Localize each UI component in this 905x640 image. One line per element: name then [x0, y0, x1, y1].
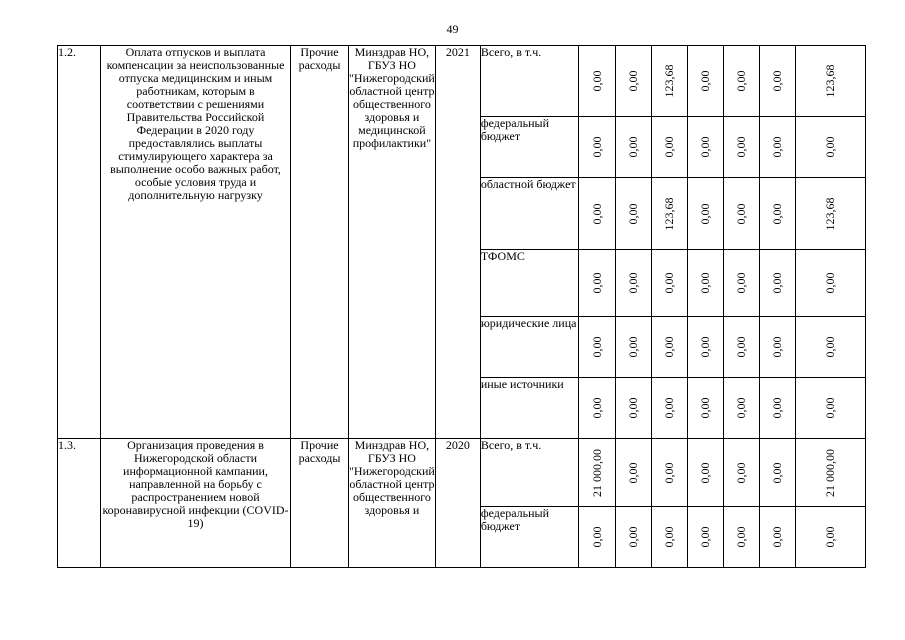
value-text: 0,00 — [626, 526, 641, 548]
page-number: 49 — [446, 22, 459, 36]
funding-source: областной бюджет — [480, 178, 578, 250]
item-description: Оплата отпусков и выплата компенсации за неиспользованные отпуска медицинским и иным работникам, которым в соответствии с решениями Правительства Российской Федерации в 2020 году предоставлялись выплаты стимулирующего характера за выполнение особо важных работ, особые условия труда и дополнительную нагрузку — [101, 46, 291, 439]
value-cell — [795, 117, 865, 178]
item-number: 1.3. — [58, 439, 101, 568]
value-text: 0,00 — [589, 70, 604, 92]
funding-source: федеральный бюджет — [480, 117, 578, 178]
value-cell — [651, 178, 687, 250]
value-cell — [651, 317, 687, 378]
value-text: 123,68 — [823, 197, 838, 230]
value-text: 0,00 — [626, 272, 641, 294]
value-text: 0,00 — [770, 336, 785, 358]
value-cell — [615, 46, 651, 117]
value-cell — [723, 317, 759, 378]
funding-source: федеральный бюджет — [480, 507, 578, 568]
value-cell — [578, 439, 615, 507]
value-text: 123,68 — [662, 197, 677, 230]
table-row — [58, 46, 866, 117]
value-text: 0,00 — [734, 336, 749, 358]
value-text: 0,00 — [734, 203, 749, 224]
value-cell — [687, 46, 723, 117]
value-cell — [615, 250, 651, 317]
value-text: 123,68 — [662, 64, 677, 98]
value-cell — [651, 117, 687, 178]
value-cell — [759, 317, 795, 378]
funding-source: иные источники — [480, 378, 578, 439]
value-text: 0,00 — [589, 203, 604, 224]
value-text: 0,00 — [626, 397, 641, 419]
value-cell — [651, 507, 687, 568]
value-text: 0,00 — [734, 70, 749, 92]
value-text: 0,00 — [770, 70, 785, 92]
value-cell — [759, 507, 795, 568]
value-cell — [651, 439, 687, 507]
value-text: 123,68 — [823, 64, 838, 98]
value-cell — [723, 178, 759, 250]
value-text: 0,00 — [662, 397, 677, 419]
value-text: 21 000,00 — [823, 448, 838, 497]
value-cell — [723, 507, 759, 568]
value-text: 0,00 — [770, 397, 785, 419]
funding-source: Всего, в т.ч. — [480, 439, 578, 507]
value-cell — [578, 507, 615, 568]
value-text: 0,00 — [589, 136, 604, 158]
value-text: 0,00 — [823, 526, 838, 548]
value-cell — [795, 439, 865, 507]
value-cell — [723, 250, 759, 317]
expense-type: Прочие расходы — [291, 46, 349, 439]
value-cell — [723, 117, 759, 178]
value-cell — [687, 439, 723, 507]
value-text: 0,00 — [823, 136, 838, 158]
value-text: 0,00 — [698, 70, 713, 92]
value-cell — [615, 317, 651, 378]
value-cell — [687, 250, 723, 317]
value-text: 0,00 — [589, 397, 604, 419]
value-text: 21 000,00 — [589, 448, 604, 497]
value-cell — [795, 46, 865, 117]
value-cell — [795, 507, 865, 568]
value-cell — [687, 117, 723, 178]
value-cell — [759, 250, 795, 317]
value-cell — [795, 317, 865, 378]
value-text: 0,00 — [589, 272, 604, 294]
value-cell — [795, 378, 865, 439]
value-cell — [795, 250, 865, 317]
value-text: 0,00 — [589, 526, 604, 548]
budget-table — [57, 45, 866, 568]
value-text: 0,00 — [626, 136, 641, 158]
executor: Минздрав НО, ГБУЗ НО "Нижегородский областной центр общественного здоровья и медицинской профилактики" — [349, 46, 436, 439]
value-text: 0,00 — [626, 203, 641, 224]
value-text: 0,00 — [823, 272, 838, 294]
value-text: 0,00 — [823, 336, 838, 358]
value-cell — [723, 46, 759, 117]
value-cell — [687, 178, 723, 250]
value-text: 0,00 — [734, 526, 749, 548]
value-cell — [615, 378, 651, 439]
value-text: 0,00 — [662, 526, 677, 548]
value-text: 0,00 — [698, 272, 713, 294]
value-cell — [687, 378, 723, 439]
value-cell — [651, 250, 687, 317]
value-text: 0,00 — [698, 397, 713, 419]
value-text: 0,00 — [770, 203, 785, 224]
value-cell — [578, 378, 615, 439]
value-cell — [615, 439, 651, 507]
value-text: 0,00 — [698, 136, 713, 158]
value-text: 0,00 — [770, 136, 785, 158]
value-cell — [759, 117, 795, 178]
value-text: 0,00 — [823, 397, 838, 419]
value-text: 0,00 — [626, 336, 641, 358]
value-text: 0,00 — [734, 136, 749, 158]
value-cell — [723, 439, 759, 507]
value-text: 0,00 — [698, 203, 713, 224]
value-cell — [651, 46, 687, 117]
value-cell — [578, 46, 615, 117]
value-cell — [651, 378, 687, 439]
value-text: 0,00 — [662, 336, 677, 358]
value-cell — [759, 439, 795, 507]
value-text: 0,00 — [770, 272, 785, 294]
value-cell — [578, 250, 615, 317]
value-text: 0,00 — [770, 462, 785, 483]
value-cell — [687, 507, 723, 568]
value-text: 0,00 — [734, 397, 749, 419]
value-cell — [759, 46, 795, 117]
funding-source: юридические лица — [480, 317, 578, 378]
value-text: 0,00 — [589, 336, 604, 358]
value-text: 0,00 — [698, 462, 713, 483]
value-cell — [759, 378, 795, 439]
funding-source: Всего, в т.ч. — [480, 46, 578, 117]
value-text: 0,00 — [698, 526, 713, 548]
table-row — [58, 439, 866, 507]
value-cell — [723, 378, 759, 439]
value-cell — [615, 178, 651, 250]
item-number: 1.2. — [58, 46, 101, 439]
value-text: 0,00 — [734, 462, 749, 483]
value-cell — [615, 117, 651, 178]
value-text: 0,00 — [662, 272, 677, 294]
value-cell — [615, 507, 651, 568]
value-cell — [578, 317, 615, 378]
expense-type: Прочие расходы — [291, 439, 349, 568]
value-cell — [795, 178, 865, 250]
value-cell — [578, 178, 615, 250]
funding-source: ТФОМС — [480, 250, 578, 317]
value-cell — [759, 178, 795, 250]
value-text: 0,00 — [626, 462, 641, 483]
value-text: 0,00 — [662, 462, 677, 483]
year: 2020 — [435, 439, 480, 568]
value-cell — [578, 117, 615, 178]
item-description: Организация проведения в Нижегородской области информационной кампании, направленной на борьбу с распространением новой коронавирусной инфекции (COVID-19) — [101, 439, 291, 568]
value-text: 0,00 — [770, 526, 785, 548]
value-text: 0,00 — [698, 336, 713, 358]
value-cell — [687, 317, 723, 378]
year: 2021 — [435, 46, 480, 439]
executor: Минздрав НО, ГБУЗ НО "Нижегородский областной центр общественного здоровья и — [349, 439, 436, 568]
value-text: 0,00 — [662, 136, 677, 158]
value-text: 0,00 — [626, 70, 641, 92]
value-text: 0,00 — [734, 272, 749, 294]
